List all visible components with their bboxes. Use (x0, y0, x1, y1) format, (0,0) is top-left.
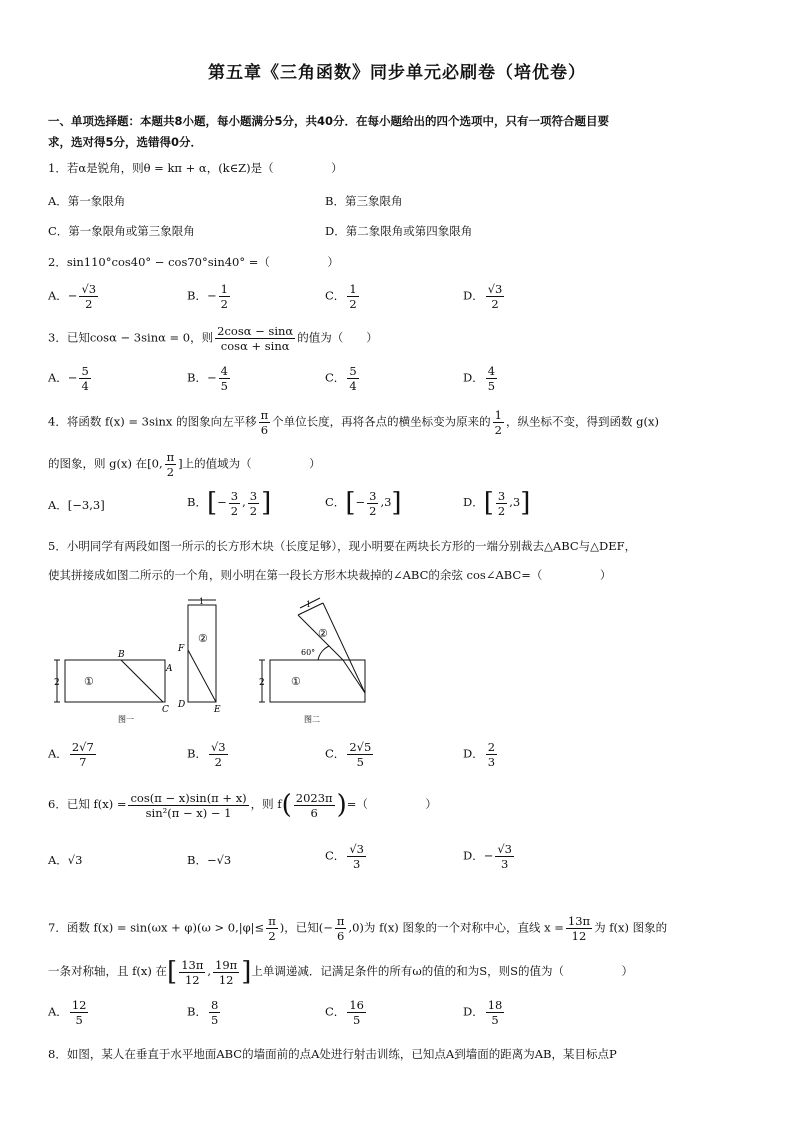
q5-option-d: D． $\frac{2}{3}$ (463, 740, 496, 769)
q4-option-b: B．[− $\frac{3}{2}$ , $\frac{3}{2}$ ] (187, 488, 272, 518)
q3-option-d: D． $\frac{4}{5}$ (463, 364, 496, 393)
fig2-angle-60: 60° (301, 648, 316, 657)
fig1-point-c: C (162, 705, 169, 715)
fig1-point-f: F (178, 644, 185, 654)
q8-stem-line1: 8．如图，某人在垂直于水平地面ABC的墙面前的点A处进行射击训练，已知点A到墙面的距离为AB，某目标点P (48, 1047, 617, 1061)
fig2-label-2: ② (318, 627, 328, 640)
fig1-label-2: ② (198, 632, 208, 645)
fig1-point-a: A (166, 664, 173, 674)
q7-option-c: C． $\frac{16}{5}$ (325, 998, 364, 1027)
fig1-length-2: 2 (54, 678, 60, 688)
fig2-caption: 图二 (304, 715, 320, 724)
fig2-label-1: ① (291, 675, 301, 688)
section-instructions-line2: 求，选对得5分，选错得0分． (48, 135, 203, 149)
q5-option-c: C． $\frac{2√5}{5}$ (325, 740, 372, 769)
q1-option-d: D．第二象限角或第四象限角 (325, 224, 473, 238)
q2-option-a: A．− $\frac{√3}{2}$ (48, 282, 97, 311)
fig2-length-1: 1 (306, 600, 312, 609)
fig1-caption: 图一 (118, 715, 134, 724)
q7-option-a: A． $\frac{12}{5}$ (48, 998, 87, 1027)
q4-option-c: C．[− $\frac{3}{2}$ ,3] (325, 488, 402, 518)
section-instructions-line1: 一、单项选择题：本题共8小题，每小题满分5分，共40分．在每小题给出的四个选项中，只有一项符合题目要 (48, 114, 610, 128)
q7-option-b: B． $\frac{8}{5}$ (187, 998, 219, 1027)
q2-option-c: C． $\frac{1}{2}$ (325, 282, 357, 311)
fig1-label-1: ① (84, 675, 94, 688)
q6-option-a: A．√3 (48, 853, 83, 867)
fig1-point-b: B (118, 650, 125, 660)
q2-option-b: B．− $\frac{1}{2}$ (187, 282, 228, 311)
q3-option-c: C． $\frac{5}{4}$ (325, 364, 357, 393)
q3-option-a: A．− $\frac{5}{4}$ (48, 364, 89, 393)
q5-option-b: B． $\frac{√3}{2}$ (187, 740, 226, 769)
q6-stem: 6．已知 f(x) = $\frac{\cos(\pi - x)\sin(\pi + x)}{\text{sin²(π − x) − 1}}$ ，则 f( $\frac{2023\pi}{6}$ )=（ ） (48, 790, 437, 820)
q6-option-b: B．−√3 (187, 853, 232, 867)
page-title: 第五章《三角函数》同步单元必刷卷（培优卷） (208, 63, 586, 83)
fig2-length-2: 2 (259, 678, 265, 688)
q5-stem-line1: 5．小明同学有两段如图一所示的长方形木块（长度足够），现小明要在两块长方形的一端分别裁去△ABC与△DEF， (48, 539, 637, 553)
q4-stem-line1: 4．将函数 f(x) = 3sinx 的图象向左平移 $\frac{\pi}{6}$ 个单位长度，再将各点的横坐标变为原来的 $\frac{1}{2}$ ，纵坐标不变，得到函数 g(x) (48, 408, 659, 437)
q3-stem: 3．已知cosα − 3sinα = 0，则 $\frac{2\cos\alpha - \sin\alpha}{\cos\alpha + \sin\alpha}$ 的值为（ ） (48, 324, 378, 353)
q7-stem-line2: 一条对称轴，且 f(x) 在[ $\frac{13\pi}{12}$ , $\frac{19\pi}{12}$ ]上单调递减．记满足条件的所有ω的值的和为S，则S的值为（ ） (48, 957, 634, 987)
q6-option-c: C． $\frac{√3}{3}$ (325, 842, 364, 871)
q4-stem-line2: 的图象，则 g(x) 在[0, $\frac{\pi}{2}$ ]上的值域为（ ） (48, 450, 321, 479)
q1-option-c: C．第一象限角或第三象限角 (48, 224, 195, 238)
q5-stem-line2: 使其拼接成如图二所示的一个角，则小明在第一段长方形木块裁掉的∠ABC的余弦 cos∠ABC=（ ） (48, 568, 612, 582)
figure-one (54, 600, 216, 702)
q2-option-d: D． $\frac{√3}{2}$ (463, 282, 503, 311)
q4-option-d: D．[ $\frac{3}{2}$ ,3] (463, 488, 531, 518)
q1-option-b: B．第三象限角 (325, 194, 403, 208)
q4-option-a: A．[−3,3] (48, 498, 105, 512)
q6-option-d: D．− $\frac{√3}{3}$ (463, 842, 513, 871)
q1-option-a: A．第一象限角 (48, 194, 126, 208)
q3-option-b: B．− $\frac{4}{5}$ (187, 364, 228, 393)
q5-option-a: A． $\frac{2√7}{7}$ (48, 740, 94, 769)
q5-figures (48, 595, 388, 730)
fig1-point-e: E (214, 705, 221, 715)
fig1-point-d: D (178, 700, 186, 710)
q1-stem: 1．若α是锐角，则θ = kπ + α，(k∈Z)是（ ） (48, 161, 343, 175)
fig1-length-1: 1 (199, 597, 205, 606)
q2-stem: 2．sin110°cos40° − cos70°sin40° =（ ） (48, 255, 339, 269)
q7-stem-line1: 7．函数 f(x) = sin(ωx + φ)(ω > 0,|φ|≤ $\frac{\pi}{2}$ )，已知(− $\frac{\pi}{6}$ ,0)为 f(x) 图象的一个对称中心，直线 x = $\frac{13\pi}{12}$ 为 f(x) 图象的 (48, 914, 668, 943)
q7-option-d: D． $\frac{18}{5}$ (463, 998, 503, 1027)
